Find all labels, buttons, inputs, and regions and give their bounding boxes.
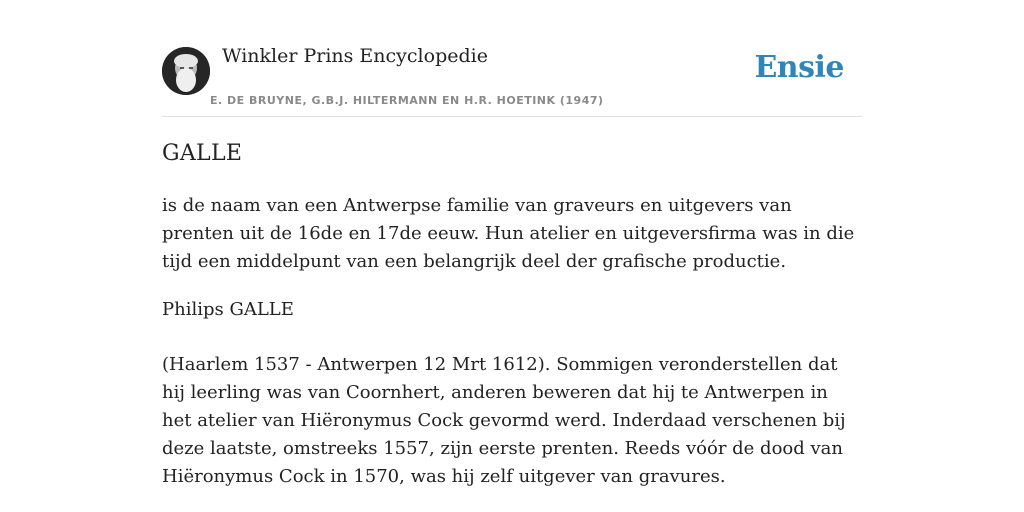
- body-paragraph: (Haarlem 1537 - Antwerpen 12 Mrt 1612). Sommigen veronderstellen dat hij leerling was van Coornhert, anderen beweren dat hij te Antwerpen in het atelier van Hiëronymus Cock gevormd werd. Inderdaad verschenen bij deze laatste, omstreeks 1557, zijn eerste prenten. Reeds vóór de dood van Hiëronymus Cock in 1570, was hij zelf uitgever van gravures.: [162, 354, 846, 487]
- entry-title: GALLE: [162, 141, 243, 166]
- site-title: Winkler Prins Encyclopedie: [222, 45, 488, 67]
- sub-heading: Philips GALLE: [162, 299, 294, 320]
- header: [162, 0, 862, 117]
- brand-logo-link[interactable]: Ensie: [754, 50, 844, 85]
- portrait-icon: [162, 47, 210, 95]
- intro-paragraph: is de naam van een Antwerpse familie van graveurs en uitgevers van prenten uit de 16de en 17de eeuw. Hun atelier en uitgeversfirma was in die tijd een middelpunt van een belangrijk deel der grafische productie.: [162, 195, 855, 272]
- page: [162, 0, 862, 512]
- author-avatar: [162, 47, 210, 95]
- authors-line: E. DE BRUYNE, G.B.J. HILTERMANN EN H.R. HOETINK (1947): [210, 94, 604, 107]
